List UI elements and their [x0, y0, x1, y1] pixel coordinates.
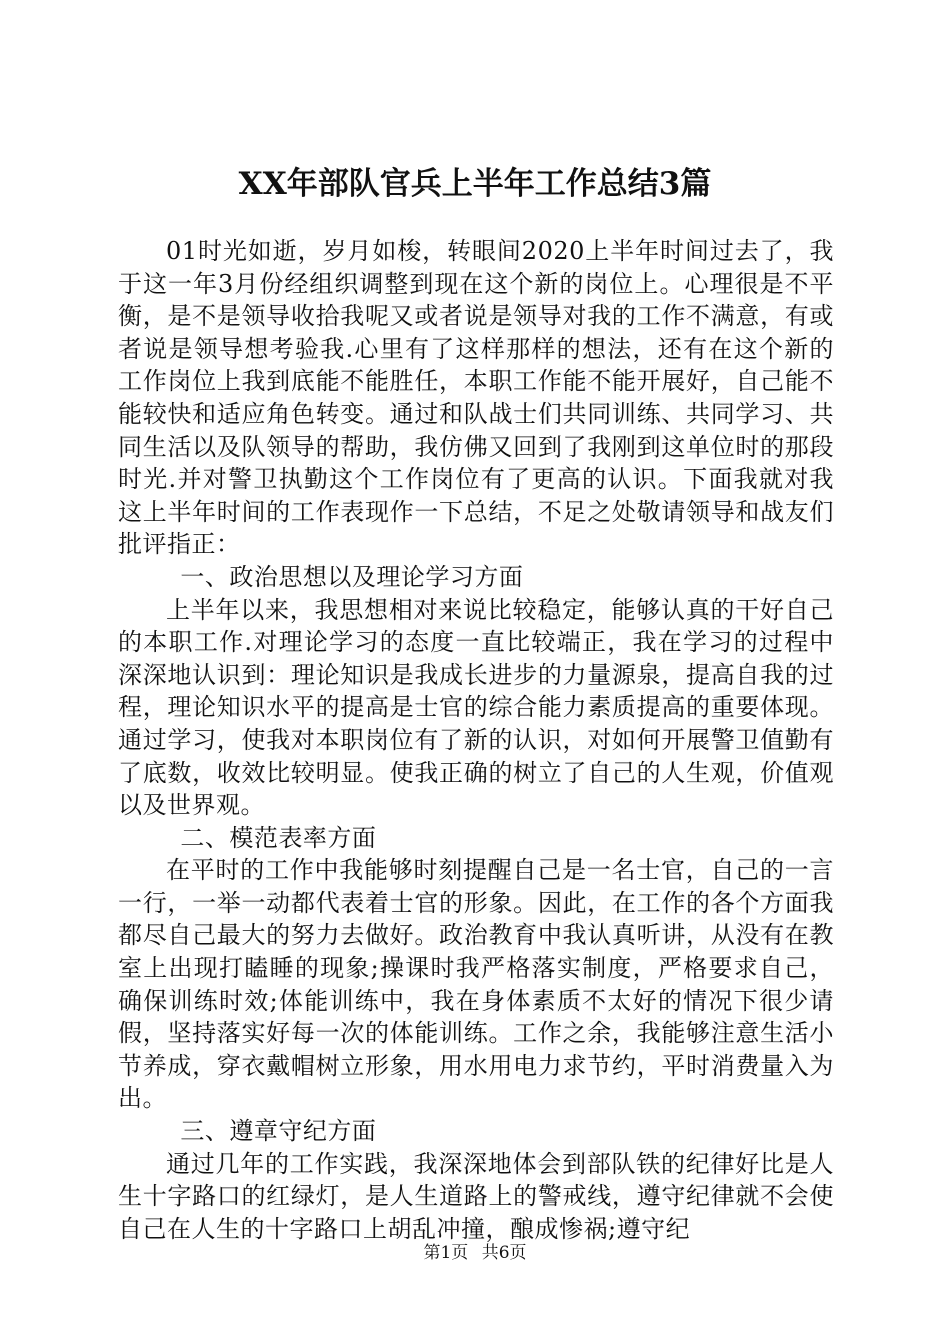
paragraph-section-2: 在平时的工作中我能够时刻提醒自己是一名士官，自己的一言一行，一举一动都代表着士官的形象。因此，在工作的各个方面我都尽自己最大的努力去做好。政治教育中我认真听讲，从没有在教室上出现打瞌睡的现象;操课时我严格落实制度，严格要求自己，确保训练时效;体能训练中，我在身体素质不太好的情况下很少请假，坚持落实好每一次的体能训练。工作之余，我能够注意生活小节养成，穿衣戴帽树立形象，用水用电力求节约，平时消费量入为出。	[118, 856, 834, 1113]
section-heading-3: 三、遵章守纪方面	[180, 1117, 377, 1146]
page-total: 共6页	[481, 1243, 527, 1263]
page-number: 第1页	[423, 1243, 469, 1263]
paragraph-section-3: 通过几年的工作实践，我深深地体会到部队铁的纪律好比是人生十字路口的红绿灯，是人生道路上的警戒线，遵守纪律就不会使自己在人生的十字路口上胡乱冲撞，酿成惨祸;遵守纪	[118, 1149, 834, 1243]
section-heading-2: 二、模范表率方面	[180, 823, 377, 852]
page-footer	[0, 1240, 950, 1266]
document-title: XX年部队官兵上半年工作总结3篇	[238, 166, 712, 202]
section-heading-1: 一、政治思想以及理论学习方面	[180, 562, 524, 591]
document-body	[118, 235, 834, 1245]
paragraph-intro: 01时光如逝，岁月如梭，转眼间2020上半年时间过去了，我于这一年3月份经组织调整到现在这个新的岗位上。心理很是不平衡，是不是领导收拾我呢又或者说是领导对我的工作不满意，有或者说是领导想考验我.心里有了这样那样的想法，还有在这个新的工作岗位上我到底能不能胜任，本职工作能不能开展好，自己能不能较快和适应角色转变。通过和队战士们共同训练、共同学习、共同生活以及队领导的帮助，我仿佛又回到了我刚到这单位时的那段时光.并对警卫执勤这个工作岗位有了更高的认识。下面我就对我这上半年时间的工作表现作一下总结，不足之处敬请领导和战友们批评指正：	[118, 237, 834, 559]
paragraph-section-1: 上半年以来，我思想相对来说比较稳定，能够认真的干好自己的本职工作.对理论学习的态度一直比较端正，我在学习的过程中深深地认识到：理论知识是我成长进步的力量源泉，提高自我的过程，理论知识水平的提高是士官的综合能力素质提高的重要体现。通过学习，使我对本职岗位有了新的认识，对如何开展警卫值勤有了底数，收效比较明显。使我正确的树立了自己的人生观，价值观以及世界观。	[118, 595, 834, 820]
